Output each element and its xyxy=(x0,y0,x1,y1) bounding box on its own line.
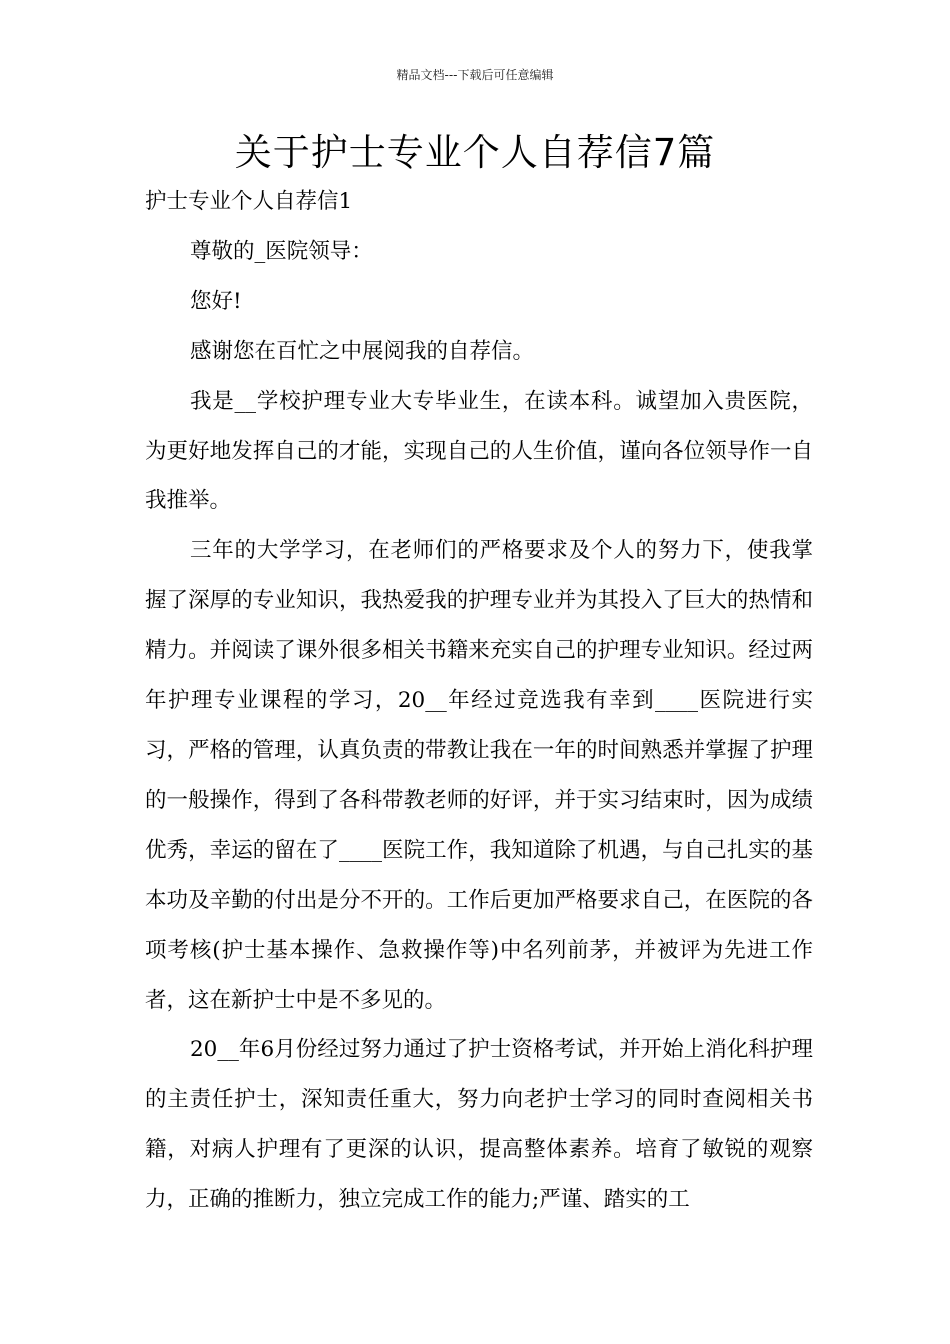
greeting: 您好! xyxy=(190,288,242,314)
body-paragraph: 三年的大学学习，在老师们的严格要求及个人的努力下，使我掌握了深厚的专业知识，我热爱我的护理专业并为其投入了巨大的热情和精力。并阅读了课外很多相关书籍来充实自己的护理专业知识。经过两年护理专业课程的学习，20__年经过竞选我有幸到____医院进行实习，严格的管理，认真负责的带教让我在一年的时间熟悉并掌握了护理的一般操作，得到了各科带教老师的好评，并于实习结束时，因为成绩优秀，幸运的留在了____医院工作，我知道除了机遇，与自己扎实的基本功及辛勤的付出是分不开的。工作后更加严格要求自己，在医院的各项考核(护士基本操作、急救操作等)中名列前茅，并被评为先进工作者，这在新护士中是不多见的。 xyxy=(145,538,813,1013)
body-paragraph: 20__年6月份经过努力通过了护士资格考试，并开始上消化科护理的主责任护士，深知责任重大，努力向老护士学习的同时查阅相关书籍，对病人护理有了更深的认识，提高整体素养。培育了敏锐的观察力，正确的推断力，独立完成工作的能力;严谨、踏实的工 xyxy=(145,1037,813,1213)
header-note: 精品文档---下载后可任意编辑 xyxy=(396,68,554,82)
document-body xyxy=(145,177,813,1225)
body-paragraph: 我是__学校护理专业大专毕业生，在读本科。诚望加入贵医院，为更好地发挥自己的才能，实现自己的人生价值，谨向各位领导作一自我推举。 xyxy=(145,388,813,514)
body-paragraph: 感谢您在百忙之中展阅我的自荐信。 xyxy=(190,338,535,364)
document-title: 关于护士专业个人自荐信7篇 xyxy=(234,131,716,174)
salutation: 尊敬的_医院领导： xyxy=(190,238,373,264)
section-heading: 护士专业个人自荐信1 xyxy=(145,189,353,214)
